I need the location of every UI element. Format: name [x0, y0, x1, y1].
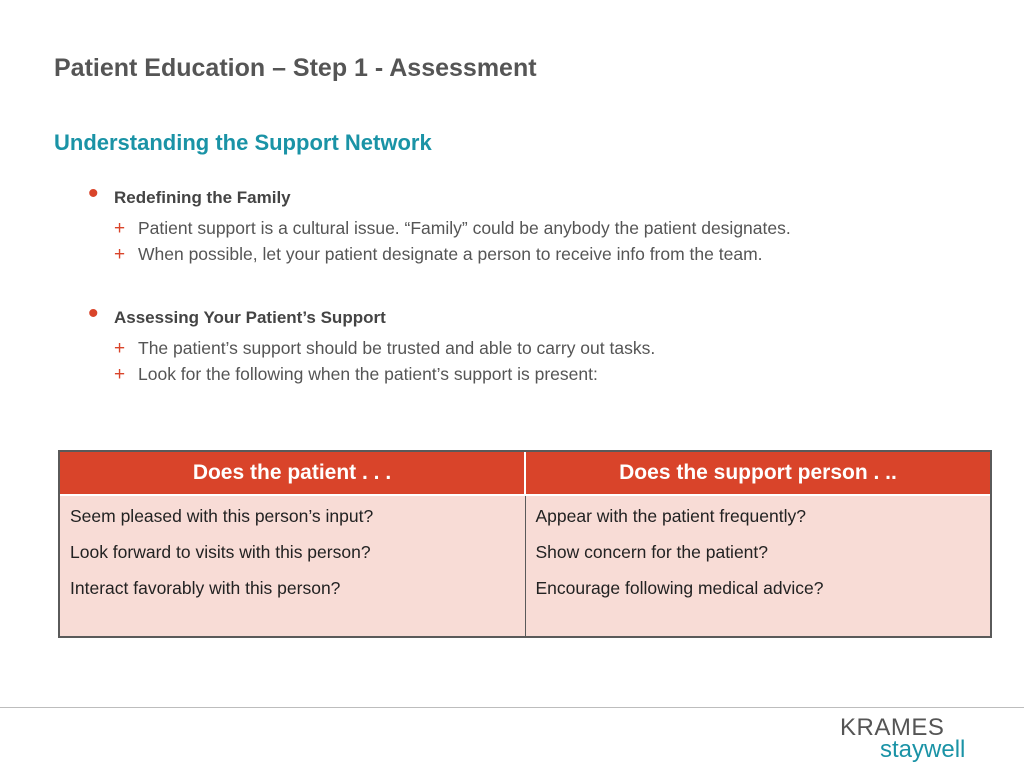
plus-icon: + — [114, 244, 126, 265]
table-header — [60, 452, 990, 496]
section-redefining-family — [88, 177, 791, 270]
table-cell: Appear with the patient frequently? — [535, 506, 806, 526]
table-body — [60, 496, 990, 636]
bullet-row — [88, 177, 791, 212]
list-item — [114, 244, 791, 270]
table-header-support-person: Does the support person . .. — [619, 461, 897, 484]
list-item — [114, 338, 655, 364]
sub-list — [88, 338, 655, 390]
footer-divider — [0, 707, 1024, 708]
table-cell: Show concern for the patient? — [535, 542, 769, 562]
table-column-support-person — [526, 496, 991, 636]
list-item — [114, 218, 791, 244]
section-assessing-support — [88, 297, 656, 390]
list-item-text: The patient’s support should be trusted and able to carry out tasks. — [138, 338, 656, 358]
list-item-text: Look for the following when the patient’s support is present: — [138, 364, 598, 384]
table-cell: Interact favorably with this person? — [70, 578, 341, 598]
logo-text-top: KRAMES — [840, 714, 945, 741]
bullet-heading: Redefining the Family — [114, 188, 291, 207]
list-item — [114, 364, 655, 390]
table-cell: Encourage following medical advice? — [535, 578, 824, 598]
bullet-heading: Assessing Your Patient’s Support — [114, 308, 386, 327]
assessment-table — [58, 450, 992, 638]
list-item-text: When possible, let your patient designate a person to receive info from the team. — [138, 244, 763, 264]
bullet-dot-icon: • — [88, 177, 99, 210]
sub-list — [88, 218, 791, 270]
bullet-row — [88, 297, 655, 332]
table-header-patient: Does the patient . . . — [60, 452, 526, 494]
plus-icon: + — [114, 218, 126, 239]
table-column-patient — [60, 496, 526, 636]
table-cell: Look forward to visits with this person? — [70, 542, 371, 562]
logo-text-bottom: staywell — [880, 736, 966, 763]
page-title: Patient Education – Step 1 - Assessment — [54, 54, 537, 82]
list-item-text: Patient support is a cultural issue. “Family” could be anybody the patient designates. — [138, 218, 791, 238]
bullet-dot-icon: • — [88, 297, 99, 330]
table-cell: Seem pleased with this person’s input? — [70, 506, 374, 526]
plus-icon: + — [114, 364, 126, 385]
krames-staywell-logo — [836, 714, 986, 766]
plus-icon: + — [114, 338, 126, 359]
section-subtitle: Understanding the Support Network — [54, 130, 432, 155]
